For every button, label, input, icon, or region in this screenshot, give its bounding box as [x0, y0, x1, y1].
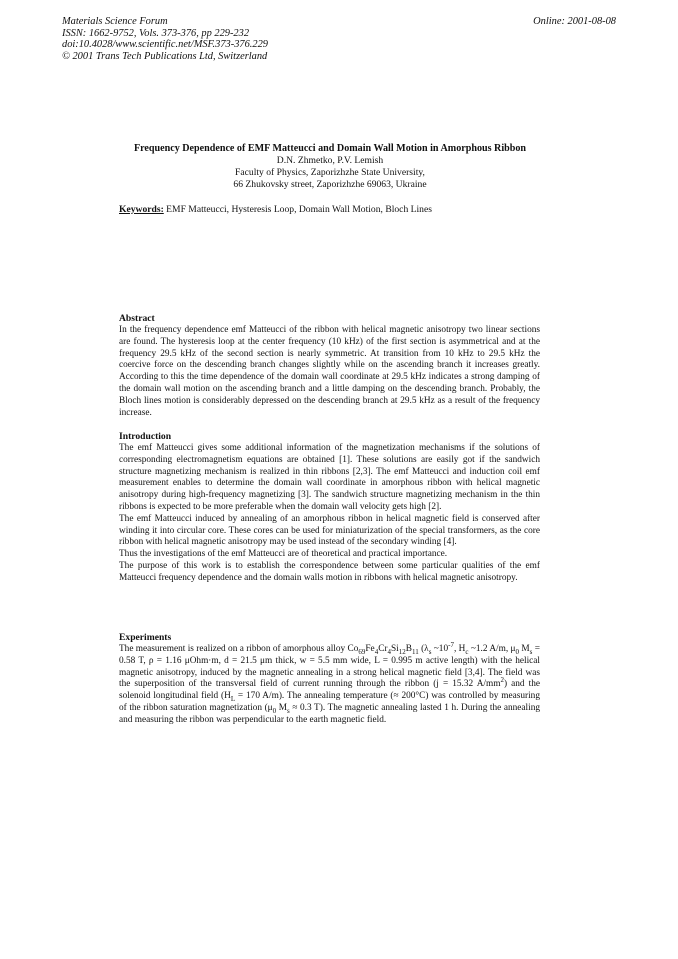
experiments-text: The measurement is realized on a ribbon of amorphous alloy $Co_{69}Fe_4Cr_4Si_{12}B_{11}$ ($\lambda_s$ $\sim 10^{-7}$, $H_c$ ~1.2 A/m, $\mu_0$ $M_s = 0.58$ T, ρ = 1.16 μOhm·m, d = 21.5 μm thick, w = 5.5 mm wide, L = 0.995 m active length) with the helical magnetic anisotropy, induced by the magnetic annealing in a strong helical magnetic field [3,4]. The field was the superposition of the transversal field of current running through the ribbon (j = 15.32 $A/mm^2$) and the solenoid longitudinal field ($H_L = 170$ A/m). The annealing temperature (≈ 200°C) was controlled by measuring of the ribbon saturation magnetization ($\mu_0$ $M_s \approx 0.3$ T). The magnetic annealing lasted 1 h. During the annealing and measuring the ribbon was perpendicular to the earth magnetic field.: [119, 640, 541, 725]
abstract-section: [119, 313, 540, 419]
introduction-section: [119, 431, 540, 585]
online-date: Online: 2001-08-08: [533, 16, 616, 27]
intro-paragraph-4: The purpose of this work is to establish the correspondence between some particular qualities of the emf Matteucci frequency dependence and the domain walls motion in ribbons with helical magnetic anisotropy.: [119, 560, 540, 583]
abstract-text: In the frequency dependence emf Matteucci of the ribbon with helical magnetic anisotropy two linear sections are found. The hysteresis loop at the center frequency (10 kHz) of the first section is asymmetrical and at the frequency 29.5 kHz of the second section is nearly symmetric. At transition from 10 kHz to 29.5 kHz the coercive force on the descending branch changes slightly while on the ascending branch it increases greatly. According to this the time dependence of the domain wall coordinate at 29.5 kHz indicates a strong damping of the domain wall motion on the ascending branch and a little damping on the descending branch. Probably, the Bloch lines motion is considerably depressed on the descending branch at 29.5 kHz as a result of the frequency increase.: [119, 325, 540, 418]
issn-line: ISSN: 1662-9752, Vols. 373-376, pp 229-232: [62, 27, 250, 39]
experiments-section: [119, 632, 540, 727]
title-block: [119, 143, 541, 191]
paper-title: Frequency Dependence of EMF Matteucci and Domain Wall Motion in Amorphous Ribbon: [133, 143, 527, 154]
abstract-heading: Abstract: [119, 313, 155, 324]
address: 66 Zhukovsky street, Zaporizhzhe 69063, Ukraine: [233, 179, 427, 190]
introduction-heading: Introduction: [119, 431, 172, 442]
experiments-heading: Experiments: [119, 632, 172, 643]
keywords-text: EMF Matteucci, Hysteresis Loop, Domain Wall Motion, Bloch Lines: [166, 204, 432, 215]
keywords-line: [119, 204, 541, 215]
intro-paragraph-1: The emf Matteucci gives some additional information of the magnetization mechanisms if the solutions of corresponding electromagnetism equations are obtained [1]. These solutions are easily got if the sandwich structure magnetizing mechanism is realized in thin ribbons [2,3]. The emf Matteucci and induction coil emf measurement enables to determine the domain wall coordinate in amorphous ribbon with helical magnetic anisotropy during high-frequency magnetizing [3]. The sandwich structure magnetizing mechanism in the thin ribbons is expected to be more preferable when the domain wall velocity gets high [2].: [119, 443, 540, 512]
authors: D.N. Zhmetko, P.V. Lemish: [276, 155, 384, 166]
copyright-line: © 2001 Trans Tech Publications Ltd, Switzerland: [62, 50, 268, 62]
intro-paragraph-3: Thus the investigations of the emf Matteucci are of theoretical and practical importance.: [119, 549, 448, 560]
affiliation: Faculty of Physics, Zaporizhzhe State University,: [235, 167, 425, 178]
journal-name: Materials Science Forum: [62, 16, 168, 27]
doi-link[interactable]: doi:10.4028/www.scientific.net/MSF.373-376.229: [62, 39, 268, 50]
journal-header: [62, 16, 268, 62]
intro-paragraph-2: The emf Matteucci induced by annealing of an amorphous ribbon in helical magnetic field is conserved after winding it into circular core. These cores can be used for miniaturization of the special transformers, as the core ribbon with helical magnetic anisotropy may be used instead of the secondary winding [4].: [119, 513, 540, 548]
keywords-label: Keywords:: [119, 204, 164, 215]
